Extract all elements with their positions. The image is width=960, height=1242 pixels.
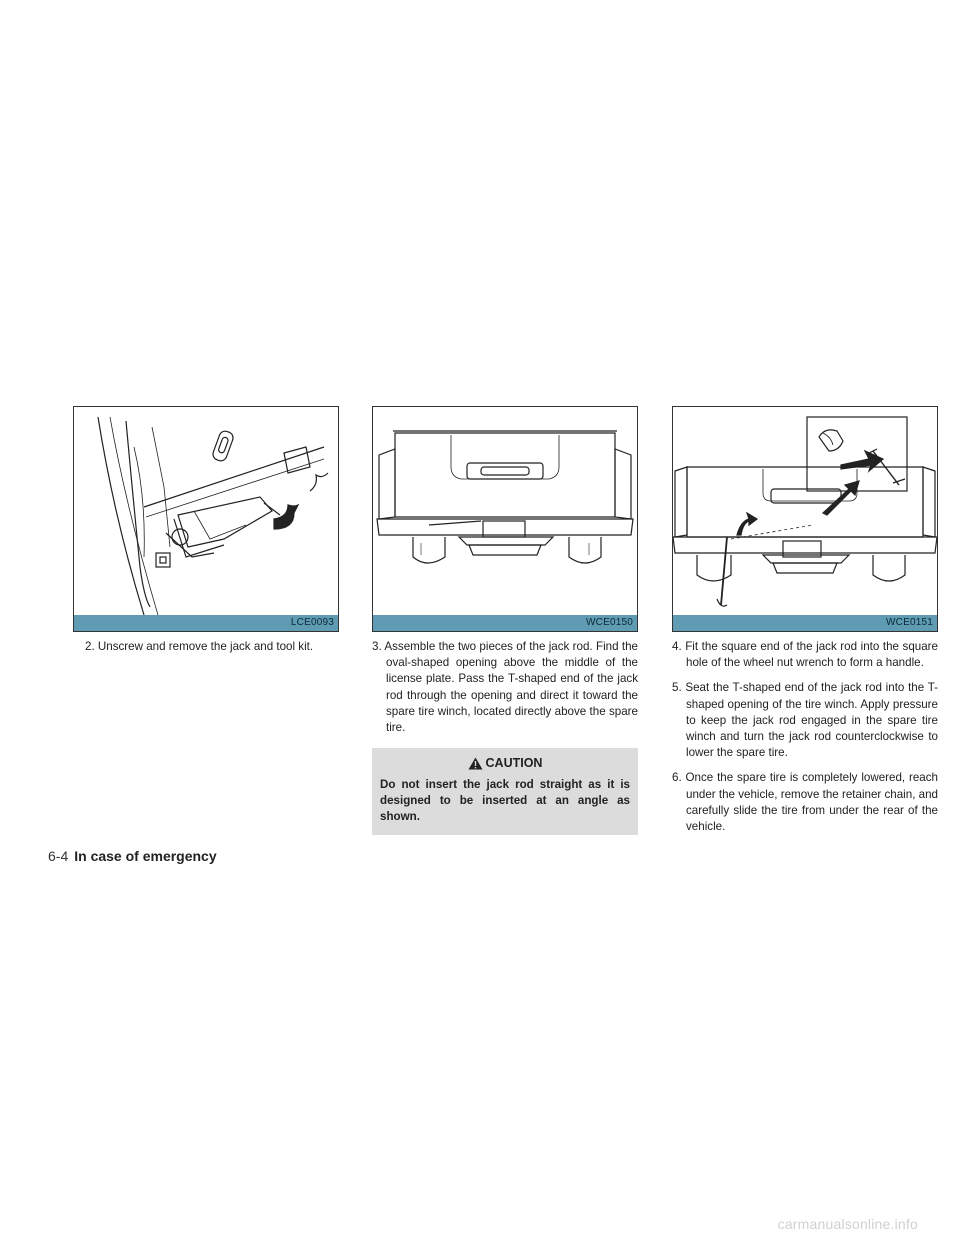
column-3 (672, 406, 938, 835)
column-1 (73, 406, 339, 655)
step-5-text: 5. Seat the T-shaped end of the jack rod into the T-shaped opening of the tire winch. Apply pressure to keep the jack rod engaged in the spare tire winch and turn the jack rod counterclockwise to lower the spare tire. (672, 681, 938, 760)
caution-header (380, 756, 630, 770)
caution-box (372, 748, 638, 835)
warning-triangle-icon (468, 757, 483, 770)
figure-code: LCE0093 (74, 615, 338, 631)
jack-removal-illustration (74, 407, 338, 615)
page-footer (48, 848, 217, 864)
step-3-text: 3. Assemble the two pieces of the jack rod. Find the oval-shaped opening above the middle of the license plate. Pass the T-shaped end of the jack rod through the opening and direct it toward the spare tire winch, located directly above the spare tire. (372, 640, 638, 735)
caution-title: CAUTION (485, 756, 543, 771)
tailgate-illustration (373, 407, 637, 615)
figure-code: WCE0150 (373, 615, 637, 631)
step-6-text: 6. Once the spare tire is completely lowered, reach under the vehicle, remove the retainer chain, and carefully slide the tire from under the rear of the vehicle. (672, 771, 938, 834)
section-title: In case of emergency (74, 848, 217, 864)
figure-code: WCE0151 (673, 615, 937, 631)
page-number: 6-4 (48, 848, 69, 864)
step-2-text: 2. Unscrew and remove the jack and tool kit. (85, 640, 314, 653)
caution-text: Do not insert the jack rod straight as it is designed to be inserted at an angle as shown. (380, 778, 630, 824)
winch-illustration (673, 407, 937, 615)
figure-winch-handle (672, 406, 938, 632)
figure-jack-rod-insert (372, 406, 638, 632)
watermark-text: carmanualsonline.info (777, 1216, 918, 1232)
column-2 (372, 406, 638, 835)
figure-jack-removal (73, 406, 339, 632)
step-4-text: 4. Fit the square end of the jack rod into the square hole of the wheel nut wrench to form a handle. (672, 640, 938, 670)
